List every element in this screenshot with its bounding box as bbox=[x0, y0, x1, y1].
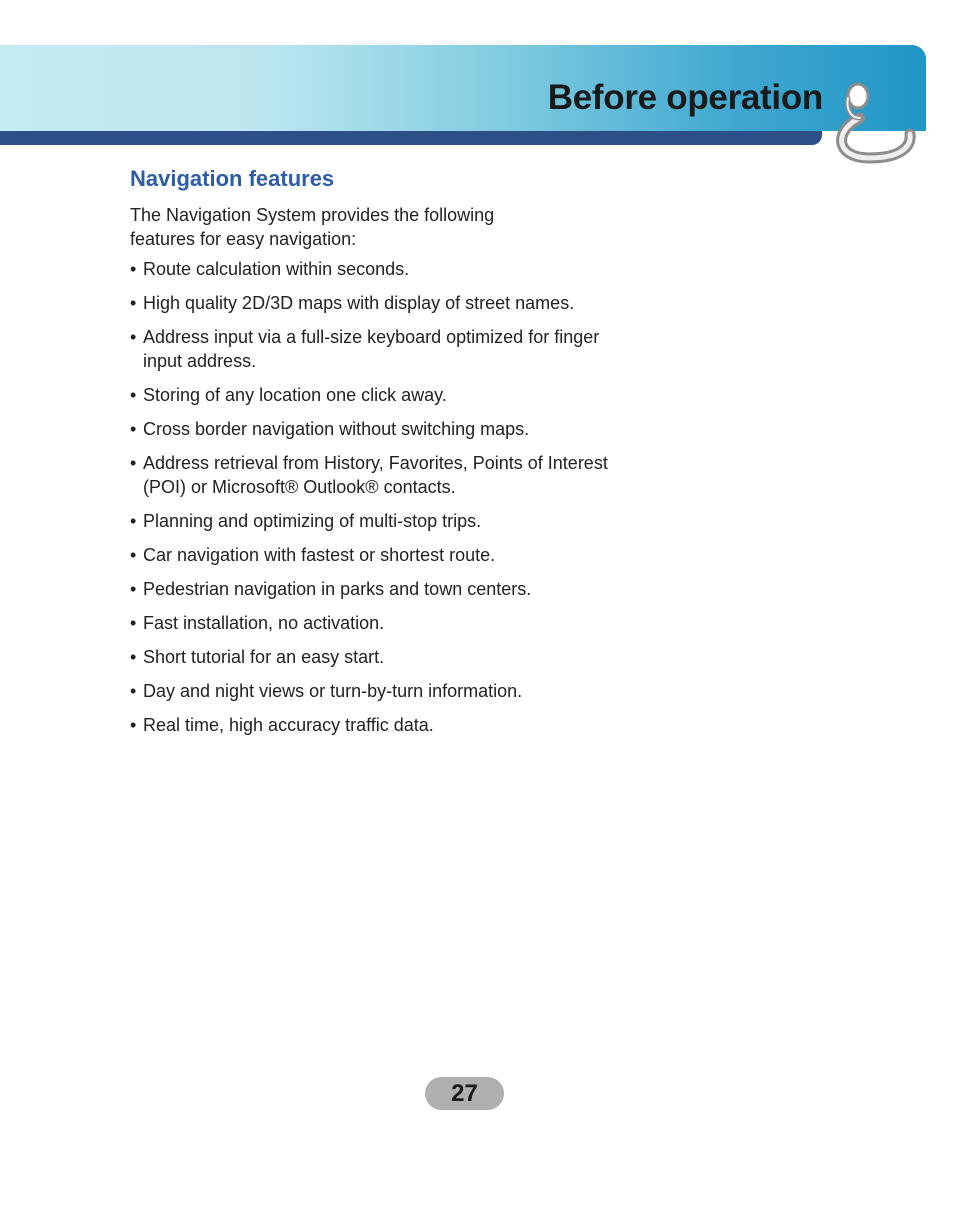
bullet: • bbox=[130, 259, 137, 279]
list-item bbox=[130, 417, 617, 441]
feature-text: Day and night views or turn-by-turn information. bbox=[143, 681, 523, 701]
feature-text: Short tutorial for an easy start. bbox=[143, 647, 385, 667]
list-item bbox=[130, 577, 617, 601]
feature-text: Fast installation, no activation. bbox=[143, 613, 385, 633]
list-item bbox=[130, 325, 617, 373]
list-item bbox=[130, 291, 617, 315]
bullet: • bbox=[130, 327, 137, 347]
list-item bbox=[130, 679, 617, 703]
feature-text: Route calculation within seconds. bbox=[143, 259, 410, 279]
feature-list bbox=[130, 257, 620, 737]
feature-text: Address input via a full-size keyboard optimized for finger input address. bbox=[143, 327, 600, 371]
feature-text: Planning and optimizing of multi-stop trips. bbox=[143, 511, 482, 531]
feature-text: Cross border navigation without switching maps. bbox=[143, 419, 530, 439]
bullet: • bbox=[130, 293, 137, 313]
list-item bbox=[130, 451, 617, 499]
paper-clip-icon bbox=[830, 78, 920, 164]
page-number-badge bbox=[425, 1077, 504, 1110]
list-item bbox=[130, 611, 617, 635]
bullet: • bbox=[130, 579, 137, 599]
bullet: • bbox=[130, 647, 137, 667]
list-item bbox=[130, 713, 617, 737]
bullet: • bbox=[130, 545, 137, 565]
bullet: • bbox=[130, 419, 137, 439]
list-item bbox=[130, 383, 617, 407]
bullet: • bbox=[130, 613, 137, 633]
list-item bbox=[130, 645, 617, 669]
bullet: • bbox=[130, 715, 137, 735]
bullet: • bbox=[130, 511, 137, 531]
main-content bbox=[130, 164, 620, 747]
list-item bbox=[130, 509, 617, 533]
feature-text: Pedestrian navigation in parks and town centers. bbox=[143, 579, 532, 599]
feature-text: Real time, high accuracy traffic data. bbox=[143, 715, 434, 735]
feature-text: Storing of any location one click away. bbox=[143, 385, 447, 405]
feature-text: Address retrieval from History, Favorites, Points of Interest (POI) or Microsoft® Outlook® contacts. bbox=[143, 453, 608, 497]
header-rule bbox=[0, 131, 822, 145]
section-heading: Navigation features bbox=[130, 166, 335, 191]
intro-paragraph: The Navigation System provides the following features for easy navigation: bbox=[130, 205, 495, 249]
feature-text: High quality 2D/3D maps with display of street names. bbox=[143, 293, 575, 313]
bullet: • bbox=[130, 453, 137, 473]
bullet: • bbox=[130, 385, 137, 405]
list-item bbox=[130, 543, 617, 567]
bullet: • bbox=[130, 681, 137, 701]
page-title: Before operation bbox=[547, 78, 823, 117]
page-number: 27 bbox=[451, 1080, 478, 1107]
list-item bbox=[130, 257, 617, 281]
feature-text: Car navigation with fastest or shortest route. bbox=[143, 545, 496, 565]
